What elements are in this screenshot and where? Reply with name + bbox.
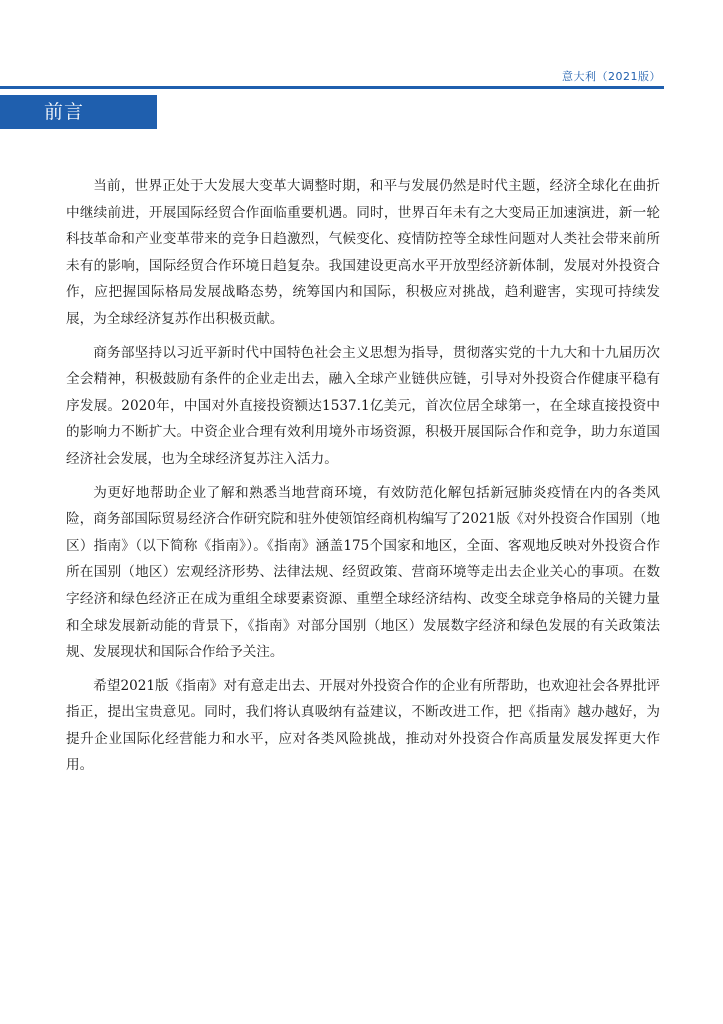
body-text [66,173,660,786]
running-header: 意大利（2021版） [562,70,661,83]
paragraph-4: 希望2021版《指南》对有意走出去、开展对外投资合作的企业有所帮助，也欢迎社会各界批评指正，提出宝贵意见。同时，我们将认真吸纳有益建议，不断改进工作，把《指南》越办越好，为提升企业国际化经营能力和水平，应对各类风险挑战，推动对外投资合作高质量发展发挥更大作用。 [66,677,660,774]
paragraph-2: 商务部坚持以习近平新时代中国特色社会主义思想为指导，贯彻落实党的十九大和十九届历次全会精神，积极鼓励有条件的企业走出去，融入全球产业链供应链，引导对外投资合作健康平稳有序发展。2020年，中国对外直接投资额达1537.1亿美元，首次位居全球第一，在全球直接投资中的影响力不断扩大。中资企业合理有效利用境外市场资源，积极开展国际合作和竞争，助力东道国经济社会发展，也为全球经济复苏注入活力。 [66,344,660,467]
paragraph-3: 为更好地帮助企业了解和熟悉当地营商环境，有效防范化解包括新冠肺炎疫情在内的各类风险，商务部国际贸易经济合作研究院和驻外使领馆经商机构编写了2021版《对外投资合作国别（地区）指南》（以下简称《指南》）。《指南》涵盖175个国家和地区，全面、客观地反映对外投资合作所在国别（地区）宏观经济形势、法律法规、经贸政策、营商环境等走出去企业关心的事项。在数字经济和绿色经济正在成为重组全球要素资源、重塑全球经济结构、改变全球竞争格局的关键力量和全球发展新动能的背景下，《指南》对部分国别（地区）发展数字经济和绿色发展的有关政策法规、发展现状和国际合作给予关注。 [66,484,660,661]
section-title: 前言 [0,95,157,129]
header-rule [0,86,664,89]
paragraph-1: 当前，世界正处于大发展大变革大调整时期，和平与发展仍然是时代主题，经济全球化在曲折中继续前进，开展国际经贸合作面临重要机遇。同时，世界百年未有之大变局正加速演进，新一轮科技革命和产业变革带来的竞争日趋激烈，气候变化、疫情防控等全球性问题对人类社会带来前所未有的影响，国际经贸合作环境日趋复杂。我国建设更高水平开放型经济新体制，发展对外投资合作，应把握国际格局发展战略态势，统筹国内和国际，积极应对挑战，趋利避害，实现可持续发展，为全球经济复苏作出积极贡献。 [66,178,660,327]
